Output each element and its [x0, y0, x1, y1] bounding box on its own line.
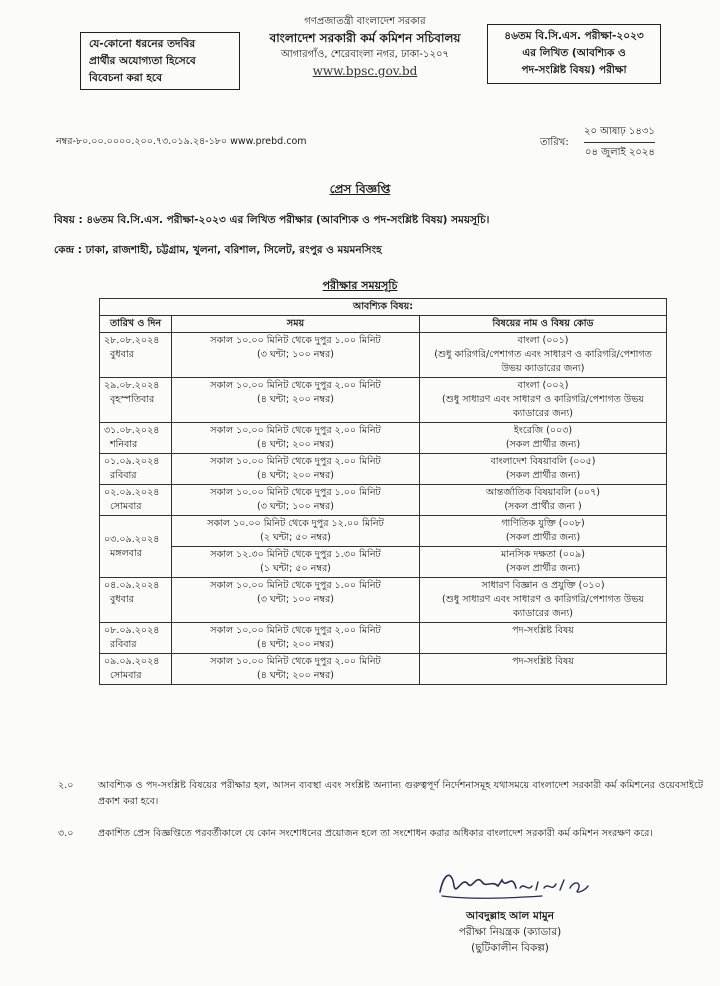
exam-duration: (৩ ঘন্টা; ১০০ নম্বর): [257, 594, 334, 605]
row-time-cell: [172, 378, 420, 423]
exam-duration: (৪ ঘন্টা; ২০০ নম্বর): [257, 470, 334, 481]
row-subject-cell: [420, 623, 667, 654]
schedule-title: পরীক্ষার সময়সূচি: [322, 279, 398, 292]
row-date-cell: [100, 623, 172, 654]
exam-day: মঙ্গলবার: [110, 547, 142, 559]
table-row: [100, 423, 667, 454]
subject-name: গাণিতিক যুক্তি (০০৮): [501, 518, 585, 529]
exam-duration: (৪ ঘন্টা; ২০০ নম্বর): [257, 670, 334, 681]
table-column-header-row: [100, 316, 667, 333]
row-time-cell: [172, 547, 420, 578]
row-date-cell: [100, 378, 172, 423]
warning-line-3: বিবেচনা করা হবে: [89, 72, 162, 84]
subject-name: বাংলা (০০২): [517, 380, 569, 391]
table-row: [100, 333, 667, 378]
table-row: [100, 378, 667, 423]
exam-label-line-3: পদ-সংশ্লিষ্ট বিষয়) পরীক্ষা: [521, 64, 627, 76]
exam-time: সকাল ১০.০০ মিনিট থেকে দুপুর ২.০০ মিনিট: [210, 380, 381, 391]
row-subject-cell: [420, 654, 667, 685]
exam-label-line-1: ৪৬তম বি.সি.এস. পরীক্ষা-২০২৩: [504, 30, 644, 42]
row-subject-cell: [420, 378, 667, 423]
row-date-cell: [100, 654, 172, 685]
exam-day: সোমবার: [110, 501, 142, 512]
row-subject-cell: [420, 547, 667, 578]
exam-time: সকাল ১০.০০ মিনিট থেকে দুপুর ১.০০ মিনিট: [210, 487, 381, 498]
signature-image: [432, 862, 612, 902]
exam-time: সকাল ১০.০০ মিনিট থেকে দুপুর ২.০০ মিনিট: [210, 456, 381, 467]
press-release-title: প্রেস বিজ্ঞপ্তি: [329, 182, 391, 196]
row-time-cell: [172, 485, 420, 516]
exam-date: ০৯.০৯.২০২৪: [104, 656, 160, 667]
subject-note: (সকল প্রার্থীর জন্য): [505, 439, 581, 450]
exam-date: ২৯.০৮.২০২৪: [104, 380, 160, 391]
exam-date: ৩১.০৮.২০২৪: [104, 425, 160, 436]
subject-name: মানসিক দক্ষতা (০০৯): [501, 549, 585, 560]
org-address: আগারগাঁও, শেরেবাংলা নগর, ঢাকা-১২০৭: [280, 49, 450, 60]
exam-date: ০২.০৯.২০২৪: [104, 487, 160, 498]
row-subject-cell: [420, 423, 667, 454]
date-gregorian: ০৪ জুলাই ২০২৪: [585, 147, 655, 158]
exam-day: বুধবার: [110, 349, 134, 360]
note-text: প্রকাশিত প্রেস বিজ্ঞপ্তিতে পরবর্তীকালে যে কোন সংশোধনের প্রয়োজন হলে তা সংশোধন করার অধিকার বাংলাদেশ সরকারী কর্ম কমিশন সংরক্ষণ করে।: [98, 828, 653, 839]
exam-duration: (২ ঘন্টা; ৫০ নম্বর): [260, 532, 331, 543]
exam-time: সকাল ১০.০০ মিনিট থেকে দুপুর ২.০০ মিনিট: [210, 625, 381, 636]
exam-date: ০৩.০৯.২০২৪: [104, 533, 160, 545]
subject-note: (সকল প্রার্থীর জন্য): [505, 532, 581, 543]
row-date-cell: [100, 423, 172, 454]
exam-time: সকাল ১২.৩০ মিনিট থেকে দুপুর ১.৩০ মিনিট: [210, 549, 381, 560]
exam-duration: (১ ঘন্টা; ৫০ নম্বর): [260, 563, 331, 574]
signatory-name: আবদুল্লাহ আল মামুন: [466, 910, 554, 922]
table-row: [100, 454, 667, 485]
table-row: [100, 578, 667, 623]
org-website-link[interactable]: www.bpsc.gov.bd: [312, 64, 418, 78]
row-subject-cell: [420, 454, 667, 485]
note-number: ২.০: [58, 780, 74, 791]
subject-note: (সকল প্রার্থীর জন্য ): [504, 501, 582, 512]
subject-note: (সকল প্রার্থীর জন্য): [505, 470, 581, 481]
subject-name: পদ-সংশ্লিষ্ট বিষয়: [512, 656, 574, 667]
exam-time: সকাল ১০.০০ মিনিট থেকে দুপুর ২.০০ মিনিট: [210, 656, 381, 667]
col-header-subject: বিষয়ের নাম ও বিষয় কোড: [420, 316, 667, 333]
note-number: ৩.০: [58, 828, 74, 839]
date-bangla: ২০ আষাঢ় ১৪৩১: [584, 122, 655, 143]
memo-number: নম্বর-৮০.০০.০০০০.২০০.৭৩.০১৯.২৪-১৮০ www.prebd.com: [56, 136, 307, 147]
exam-day: সোমবার: [110, 670, 142, 681]
note-text: আবশ্যিক ও পদ-সংশ্লিষ্ট বিষয়ের পরীক্ষার হল, আসন ব্যবস্থা এবং সংশ্লিষ্ট অন্যান্য গুরুত্বপূর্ণ নির্দেশনাসমূহ যথাসময়ে বাংলাদেশ সরকারী কর্ম কমিশনের ওয়েবসাইটে প্রকাশ করা হবে।: [98, 780, 703, 807]
org-name: বাংলাদেশ সরকারী কর্ম কমিশন সচিবালয়: [269, 31, 461, 45]
subject-line: বিষয় : ৪৬তম বি.সি.এস. পরীক্ষা-২০২৩ এর লিখিত পরীক্ষার (আবশ্যিক ও পদ-সংশ্লিষ্ট বিষয়) সময়সূচি।: [54, 214, 490, 226]
exam-time: সকাল ১০.০০ মিনিট থেকে দুপুর ১.০০ মিনিট: [210, 580, 381, 591]
exam-day: শনিবার: [110, 439, 138, 450]
row-time-cell: [172, 578, 420, 623]
exam-duration: (৪ ঘন্টা; ২০০ নম্বর): [257, 394, 334, 405]
signatory-status: (ছুটিকালীন বিকল্প): [471, 942, 549, 954]
exam-duration: (৪ ঘন্টা; ২০০ নম্বর): [257, 439, 334, 450]
subject-note: (শুধু সাধারণ এবং সাধারণ ও কারিগরি/পেশাগত উভয় ক্যাডারের জন্য): [442, 394, 644, 419]
row-subject-cell: [420, 333, 667, 378]
subject-note: (সকল প্রার্থীর জন্য): [505, 563, 581, 574]
govt-name: গণপ্রজাতন্ত্রী বাংলাদেশ সরকার: [304, 16, 426, 27]
warning-line-1: যে-কোনো ধরনের তদবির: [89, 38, 196, 50]
subject-name: সাধারণ বিজ্ঞান ও প্রযুক্তি (০১০): [481, 580, 605, 591]
row-date-cell: [100, 454, 172, 485]
table-row-split-a: [100, 516, 667, 547]
exam-day: রবিবার: [110, 639, 137, 650]
exam-date: ০৪.০৯.২০২৪: [104, 580, 160, 591]
exam-time: সকাল ১০.০০ মিনিট থেকে দুপুর ২.০০ মিনিট: [210, 425, 381, 436]
subject-note: (শুধু কারিগরি/পেশাগত এবং সাধারণ ও কারিগরি/পেশাগত উভয় ক্যাডারের জন্য): [434, 349, 652, 374]
signatory-title: পরীক্ষা নিয়ন্ত্রক (ক্যাডার): [458, 926, 562, 938]
subject-name: আন্তর্জাতিক বিষয়াবলি (০০৭): [485, 487, 601, 498]
subject-name: ইংরেজি (০০৩): [513, 425, 573, 436]
table-row-split-b: [100, 547, 667, 578]
signatory-block: [420, 908, 600, 956]
col-header-date: তারিখ ও দিন: [100, 316, 172, 333]
exam-duration: (৩ ঘন্টা; ১০০ নম্বর): [257, 501, 334, 512]
tadbir-warning-box: [80, 32, 240, 90]
table-row: [100, 623, 667, 654]
col-header-time: সময়: [172, 316, 420, 333]
row-date-cell: [100, 516, 172, 578]
row-time-cell: [172, 654, 420, 685]
exam-label-line-2: এর লিখিত (আবশ্যিক ও: [522, 47, 626, 59]
row-time-cell: [172, 516, 420, 547]
row-date-cell: [100, 333, 172, 378]
exam-date: ২৮.০৮.২০২৪: [104, 335, 160, 346]
subject-note: (শুধু সাধারণ এবং সাধারণ ও কারিগরি/পেশাগত উভয় ক্যাডারের জন্য): [442, 594, 644, 619]
table-group-header-row: [100, 299, 667, 316]
subject-name: বাংলা (০০১): [517, 335, 569, 346]
warning-line-2: প্রার্থীর অযোগ্যতা হিসেবে: [89, 55, 196, 67]
exam-date: ০১.০৯.২০২৪: [104, 456, 160, 467]
exam-date: ০৮.০৯.২০২৪: [104, 625, 160, 636]
exam-duration: (৩ ঘন্টা; ১০০ নম্বর): [257, 349, 334, 360]
exam-schedule-table: [99, 298, 667, 685]
exam-centers-line: কেন্দ্র : ঢাকা, রাজশাহী, চট্টগ্রাম, খুলনা, বরিশাল, সিলেট, রংপুর ও ময়মনসিংহ: [54, 244, 382, 256]
exam-duration: (৪ ঘন্টা; ২০০ নম্বর): [257, 639, 334, 650]
exam-day: বুধবার: [110, 594, 134, 605]
exam-label-box: [487, 24, 661, 84]
table-row: [100, 654, 667, 685]
row-subject-cell: [420, 485, 667, 516]
row-date-cell: [100, 578, 172, 623]
row-time-cell: [172, 454, 420, 485]
row-time-cell: [172, 623, 420, 654]
row-date-cell: [100, 485, 172, 516]
row-time-cell: [172, 333, 420, 378]
row-subject-cell: [420, 516, 667, 547]
row-time-cell: [172, 423, 420, 454]
subject-name: বাংলাদেশ বিষয়াবলি (০০৫): [490, 456, 596, 467]
row-subject-cell: [420, 578, 667, 623]
exam-time: সকাল ১০.০০ মিনিট থেকে দুপুর ১.০০ মিনিট: [210, 335, 381, 346]
subject-name: পদ-সংশ্লিষ্ট বিষয়: [512, 625, 574, 636]
exam-time: সকাল ১০.০০ মিনিট থেকে দুপুর ১২.০০ মিনিট: [207, 518, 384, 529]
issue-dates: [584, 122, 655, 163]
mandatory-subjects-header: আবশ্যিক বিষয়:: [100, 299, 667, 316]
exam-day: বৃহস্পতিবার: [110, 394, 155, 405]
table-row: [100, 485, 667, 516]
letterhead: [240, 14, 490, 80]
date-label: তারিখ:: [540, 137, 569, 148]
exam-day: রবিবার: [110, 470, 137, 481]
